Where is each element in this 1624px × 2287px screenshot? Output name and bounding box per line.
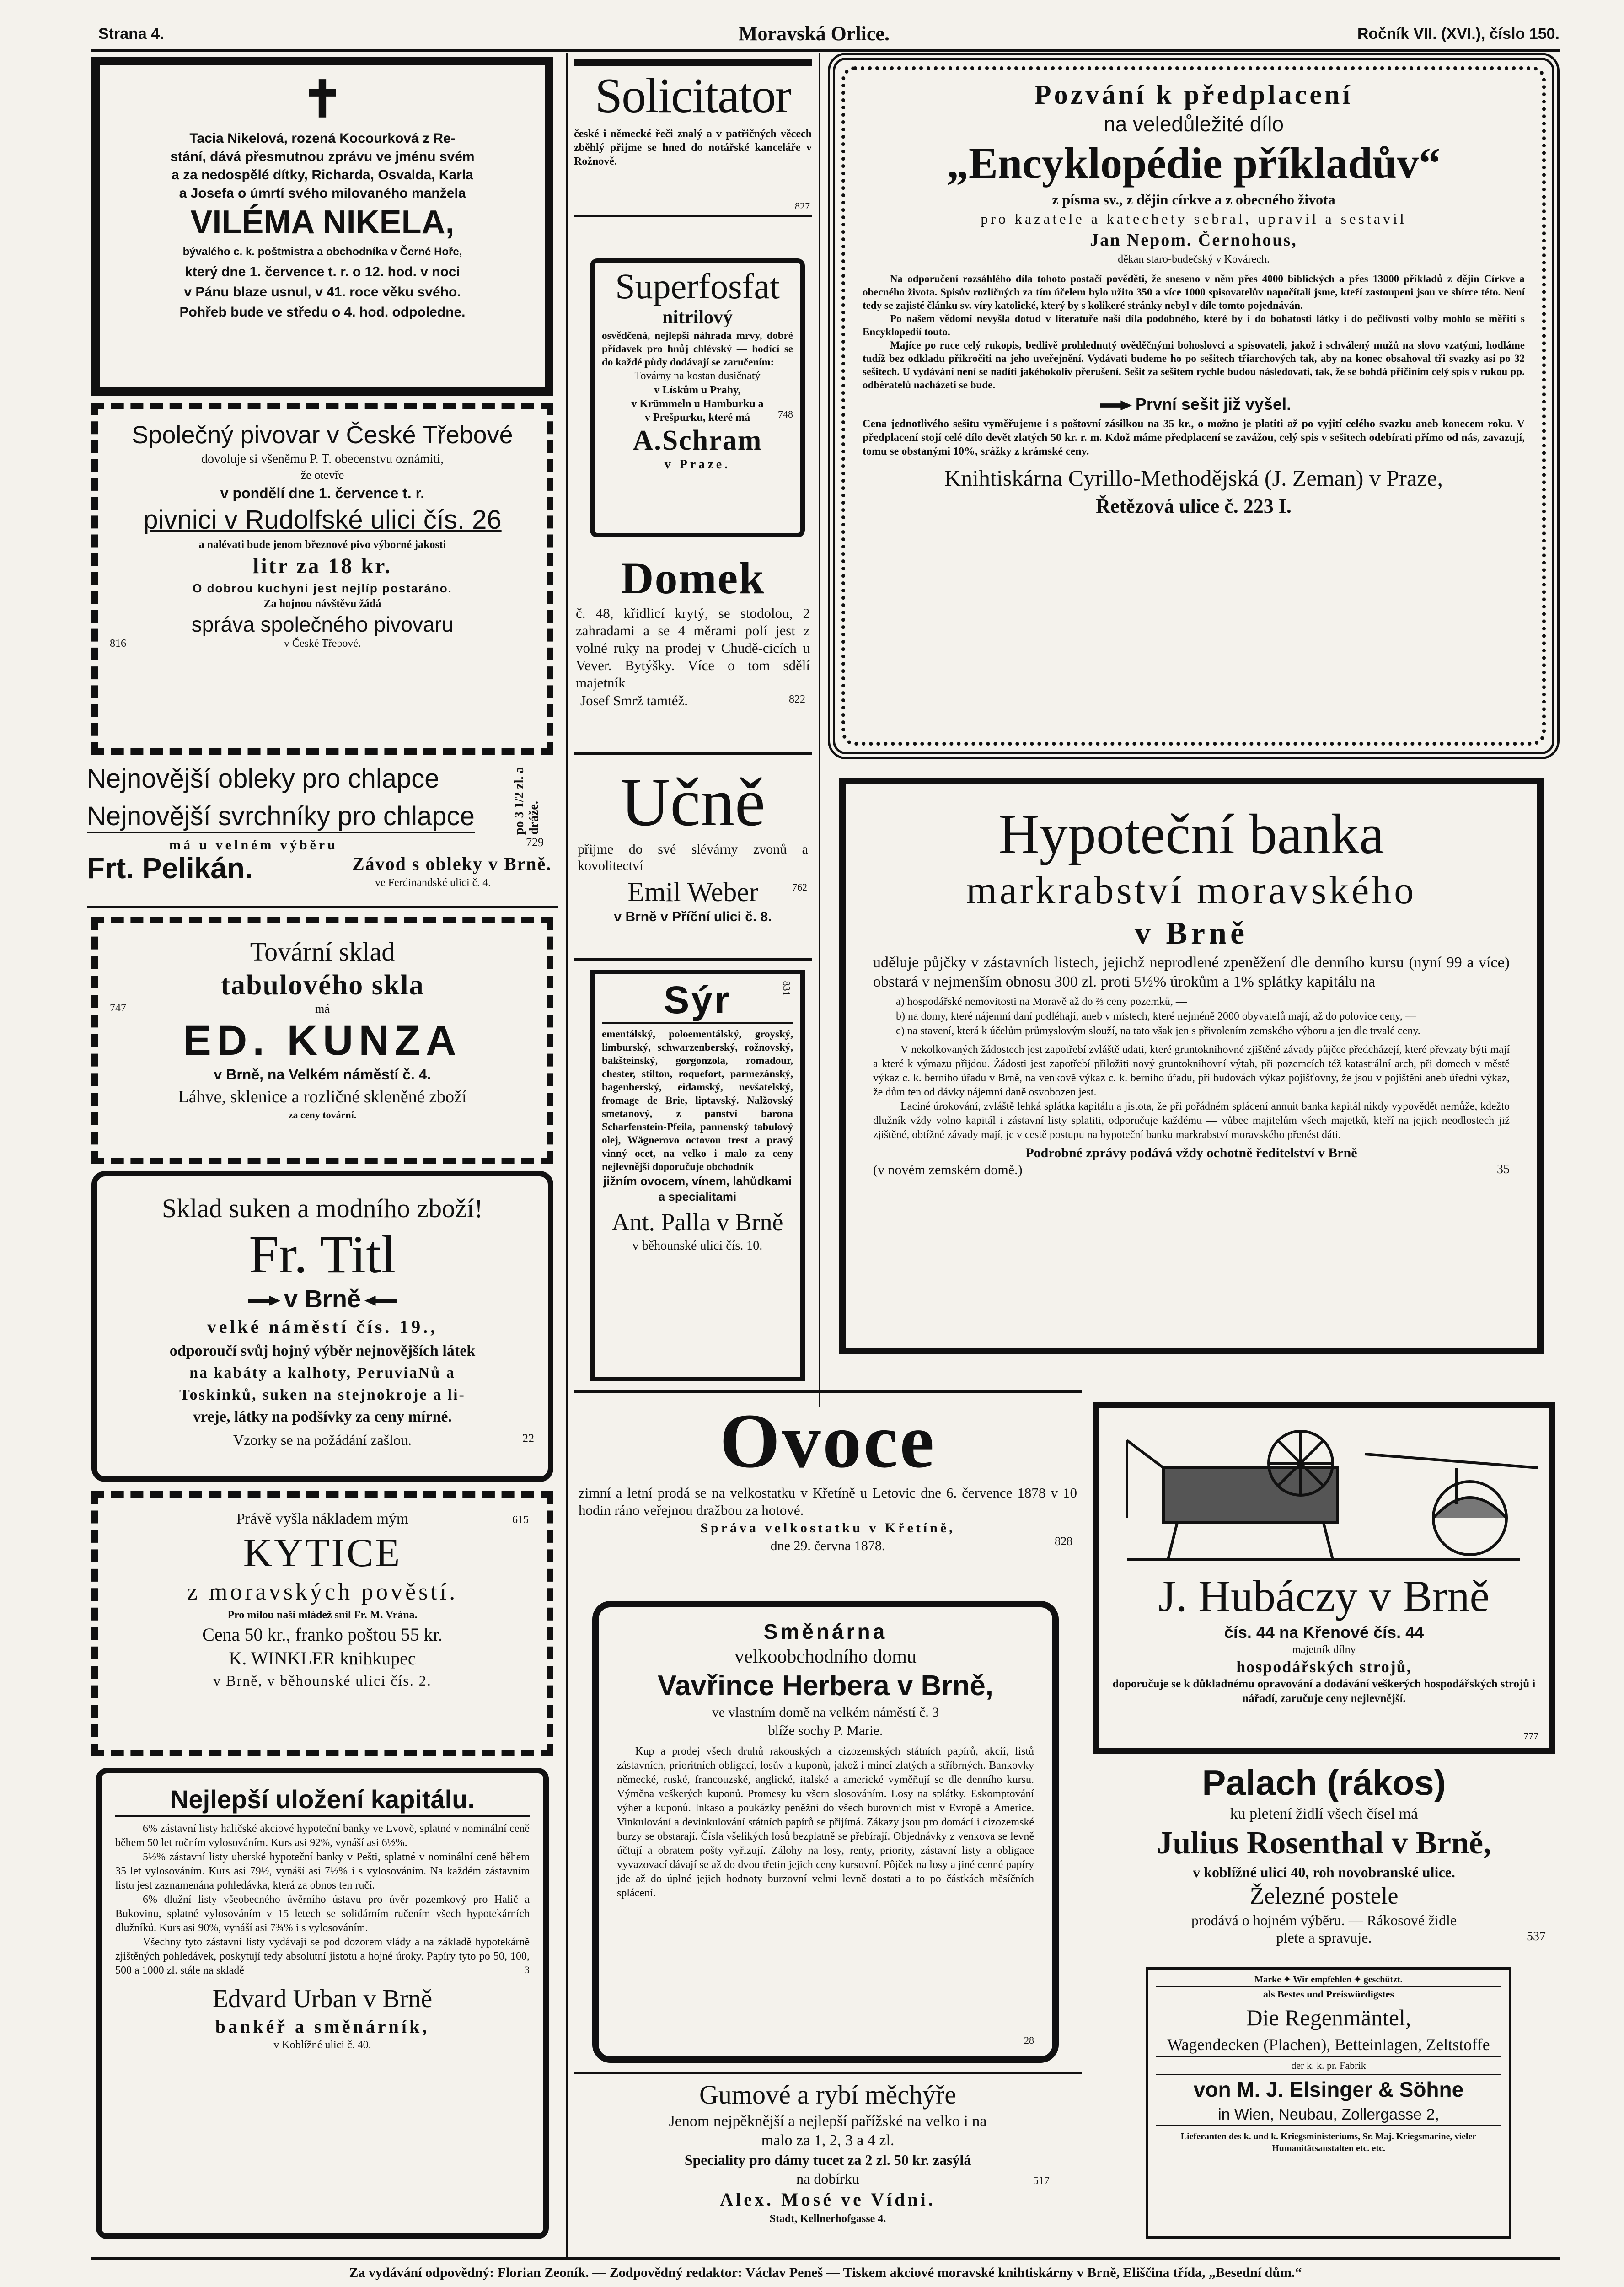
ovoce-ad <box>574 1390 1082 1592</box>
page-number: Strana 4. <box>98 25 164 43</box>
rosenthal-line: ku pletení židlí všech čísel má <box>1230 1805 1418 1822</box>
obituary-text-2 <box>113 242 531 322</box>
encyklopedie-first-text: První sešit již vyšel. <box>1135 395 1292 413</box>
farm-machine-illustration <box>1109 1413 1538 1568</box>
kytice-subtitle: z moravských pověstí. <box>187 1579 458 1605</box>
hypotecni-item: c) na stavení, která k účelům průmyslovým slouží, na tato však jen s přivolením zemského výboru a jen dle trvalé ceny. <box>896 1025 1420 1037</box>
mose-line: na dobírku <box>796 2170 859 2187</box>
ad-number: 28 <box>1024 2035 1034 2046</box>
urban-paragraph: 5½% zástavní listy uherské hypoteční banky v Pešti, splatné v nominální ceně během 35 let vylosováním. Kurs asi 79½, vynáší asi 7½% i s vylosováním. Na každém zástavním listu jest zaznamenána pohledávka, která za obnos ten ručí. <box>115 1851 530 1891</box>
mose-ad <box>574 2072 1082 2255</box>
brewery-date: v pondělí dne 1. července t. r. <box>220 485 425 501</box>
hypotecni-paragraph: Laciné úrokování, zvláště lehká splátka kapitálu a jistota, že při pořádném splácení annuit banka kapitál nikdy vypovědět nemůže, kdežto dlužník vždy volno kapitál i zástavní listy splatiti, odporučuje každému — vůbec majitelům všech majetků, kteří na jejich neodlostech již zjištěné, obtížné závady mají, je v cestě postupu na hypoteční banku markrabství moravského přenést dáti. <box>873 1101 1510 1141</box>
encyklopedie-title-1: Pozvání k předplacení <box>1034 80 1353 110</box>
obituary-line: Tacia Nikelová, rozená Kocourková z Re- <box>189 131 456 146</box>
palla-bold: jižním ovocem, vínem, lahůdkami a specialitami <box>603 1174 792 1203</box>
obituary-line: bývalého c. k. poštmistra a obchodníka v Černé Hoře, <box>182 246 462 258</box>
hypotecni-item: a) hospodářské nemovitosti na Moravě až do ⅔ ceny pozemků, — <box>896 996 1187 1008</box>
herbera-address: ve vlastním domě na velkém náměstí č. 3 <box>712 1705 939 1720</box>
rosenthal-line: prodává o hojném výběru. — Rákosové židle <box>1191 1912 1457 1928</box>
elsinger-line-1: Die Regenmäntel, <box>1246 2005 1411 2030</box>
titl-ad <box>91 1171 553 1482</box>
schram-name: A.Schram <box>632 425 762 456</box>
weber-ad <box>574 762 812 961</box>
ad-number: 762 <box>792 881 807 893</box>
kytice-title: KYTICE <box>243 1531 402 1575</box>
hypotecni-last: Podrobné zprávy podává vždy ochotně ředitelství v Brně <box>1025 1145 1357 1160</box>
kunz-ad <box>91 917 553 1164</box>
ad-number: 831 <box>781 981 793 996</box>
ad-number: 729 <box>526 836 544 849</box>
encyklopedie-author: Jan Nepom. Černohous, <box>1090 231 1297 250</box>
header-rule <box>91 49 1560 52</box>
brewery-big: pivnici v Rudolfské ulici čís. 26 <box>143 505 502 535</box>
encyklopedie-title-2: na veledůležité dílo <box>1104 112 1284 136</box>
pointing-hand-icon <box>248 1296 280 1306</box>
titl-title: Sklad suken a modního zboží! <box>161 1193 483 1223</box>
elsinger-address: in Wien, Neubau, Zollergasse 2, <box>1156 2104 1501 2126</box>
ad-number: 22 <box>522 1432 534 1445</box>
herbera-address-2: blíže sochy P. Marie. <box>768 1723 883 1738</box>
mose-title: Gumové a rybí měchýře <box>699 2080 957 2110</box>
ad-number: 827 <box>795 200 810 212</box>
obituary-line: a Josefa o úmrtí svého milovaného manžela <box>179 186 466 201</box>
obituary-line: v Pánu blaze usnul, v 41. roce věku svého. <box>184 285 461 300</box>
ornamental-border <box>841 66 1546 746</box>
encyklopedie-author-2: děkan staro-budečský v Kovárech. <box>1118 253 1270 265</box>
ad-number: 816 <box>110 638 126 650</box>
ovoce-sign: Správa velkostatku v Křetíně, <box>700 1520 955 1535</box>
kunz-line: za ceny tovární. <box>288 1109 357 1121</box>
encyklopedie-ad <box>828 53 1560 759</box>
schram-line: v Prešpurku, které má <box>644 412 750 424</box>
footer-rule <box>91 2257 1560 2260</box>
cross-icon: ✝ <box>301 72 344 128</box>
kytice-price: Cena 50 kr., franko poštou 55 kr. <box>202 1624 443 1645</box>
titl-city-text: v Brně <box>284 1285 361 1313</box>
issue-info: Ročník VII. (XVI.), číslo 150. <box>1357 25 1560 43</box>
encyklopedie-paragraph: Cena jednotlivého sešitu vyměřujeme i s poštovní zásilkou na 35 kr., o možno je platiti až po vyjití celého svazku aneb konecem roku. V předplacení stojí celé dílo devět zlatých 50 kr. r. m. Kdož máme předplacení se zavážou, celý spis v sešitech odebírati přímo od nás, zavazují, tomu se obstanými 10%, srážky z krámské ceny. <box>863 418 1525 457</box>
schram-text: osvědčená, nejlepší náhrada mrvy, dobré přídavek pro hnůj chlévský — hodící se do každé půdy dodávají se zaručením: <box>602 330 793 368</box>
elsinger-top-2: als Bestes und Preiswürdigstes <box>1156 1987 1501 2002</box>
rosenthal-title: Palach (rákos) <box>1202 1762 1446 1803</box>
herbera-title-1: Směnárna <box>763 1620 888 1643</box>
ovoce-date: dne 29. června 1878. <box>770 1538 885 1553</box>
kunz-ma: má <box>315 1002 330 1015</box>
hubaczy-line: hospodářských strojů, <box>1236 1658 1412 1676</box>
elsinger-name: von M. J. Elsinger & Söhne <box>1193 2078 1464 2101</box>
ad-number: 828 <box>1055 1535 1072 1548</box>
hubaczy-ad <box>1093 1402 1555 1754</box>
titl-text <box>111 1340 534 1428</box>
urban-name: Edvard Urban v Brně <box>212 1985 433 2013</box>
schram-subtitle: nitrilový <box>662 307 733 328</box>
titl-address: velké náměstí čís. 19., <box>207 1316 438 1337</box>
titl-line: odporoučí svůj hojný výběr nejnovějších látek <box>169 1342 476 1359</box>
imprint: Za vydávání odpovědný: Florian Zeoník. — Zodpovědný redaktor: Václav Peneš — Tiskem akciové moravské knihtiskárny v Brně, Eliščina třída, „Besední dům.“ <box>349 2265 1302 2280</box>
titl-line: na kabáty a kalhoty, PeruviaNů a <box>189 1364 456 1381</box>
pelikan-address: ve Ferdinandské ulici č. 4. <box>375 877 491 889</box>
brewery-sign: správa společného pivovaru <box>191 612 454 636</box>
kunz-title-2: tabulového skla <box>220 970 424 1001</box>
column-rule-2 <box>819 53 820 1407</box>
kunz-address: v Brně, na Velkém náměstí č. 4. <box>214 1066 431 1083</box>
urban-paragraph: 6% dlužní listy všeobecného úvěrního ústavu pro úvěr pozemkový pro Halič a Bukovinu, splatné vylosováním v 15 letech se solidárním ručením všech hypotekárních dlužníků. Kurs asi 90%, vynáší asi 7¾% i s vylosováním. <box>115 1894 530 1934</box>
titl-samples: Vzorky se na požádání zašlou. <box>233 1432 412 1448</box>
urban-address: v Koblížné ulici č. 40. <box>273 2039 371 2051</box>
solicitator-title: Solicitator <box>595 69 791 123</box>
obituary-ad <box>91 57 553 396</box>
encyklopedie-subtitle-2: pro kazatele a katechety sebral, upravil a sestavil <box>981 210 1407 227</box>
solicitator-ad <box>574 59 812 217</box>
schram-line: v Krümmeln u Hamburku a <box>631 398 764 410</box>
titl-name: Fr. Titl <box>249 1224 396 1284</box>
urban-title: Nejlepší uložení kapitálu. <box>115 1783 530 1817</box>
ad-number: 777 <box>1523 1730 1538 1742</box>
palla-name: Ant. Palla v Brně <box>611 1208 783 1236</box>
obituary-line: stání, dává přesmutnou zprávu ve jménu svém <box>170 149 475 164</box>
brewery-line: O dobrou kuchyni jest nejlíp postaráno. <box>193 581 452 595</box>
mose-line: malo za 1, 2, 3 a 4 zl. <box>761 2132 895 2149</box>
brewery-line: dovoluje si všeněmu P. T. obecenstvu oznámiti, <box>201 452 444 466</box>
brewery-ad <box>91 403 553 755</box>
kytice-address: v Brně, v běhounské ulici čís. 2. <box>213 1672 432 1689</box>
obituary-line: Pohřeb bude ve středu o 4. hod. odpoledne. <box>179 305 466 320</box>
elsinger-line-2: Wagendecken (Plachen), Betteinlagen, Zeltstoffe <box>1156 2033 1501 2057</box>
rosenthal-ad <box>1093 1761 1555 1953</box>
mose-line: Jenom nejpěknější a nejlepší pařížské na velko i na <box>669 2113 987 2130</box>
herbera-ad <box>592 1601 1059 2063</box>
urban-ad <box>96 1768 549 2239</box>
ad-number: 3 <box>525 1964 530 1976</box>
encyklopedie-title: „Encyklopédie příkladův“ <box>946 139 1441 188</box>
ad-number: 615 <box>512 1514 529 1526</box>
ad-number: 822 <box>789 693 805 705</box>
weber-name: Emil Weber <box>627 877 758 907</box>
schram-line: v Lískům u Prahy, <box>654 384 741 396</box>
brewery-sign-2: v České Třebové. <box>284 638 361 650</box>
urban-paragraph: Všechny tyto zástavní listy vydávají se pod dozorem vlády a na základě hypotekárně zjištěných pohledávek, poskytují tedy absolutní jistotu a hojné úroky. Papíry tyto po 50, 100, 500 a 1000 zl. stále na skladě <box>115 1936 530 1976</box>
hubaczy-line: majetník dílny <box>1292 1644 1356 1656</box>
brewery-price: litr za 18 kr. <box>253 554 392 578</box>
brewery-title: Společný pivovar v České Třebové <box>132 421 513 449</box>
encyklopedie-paragraph: Majíce po ruce celý rukopis, bedlivě prohlednutý ověděčnými bohoslovci a spisovateli, jakož i schválený mužů na slovo vzatými, hodláme tudíž bez odkladu přikročiti na jeho uveřejnění. Vydávati budeme ho po sešitech třiarchových tak, aby na konec obsahoval tři svazky asi po 32 sešitech. U vydávání není se nadíti jakéhokoliv přerušení. Sešit za sešitem rychle budou následovati, tak, že se bohdá přičiním celý spis v rukou pp. odběratelů nacházeti se bude. <box>863 339 1525 391</box>
domek-text: č. 48, křidlicí krytý, se stodolou, 2 zahradami a se 4 měrami polí jest z volné ruky na prodej v Chudě-cicích u Vever. Bytýšky. Více o tom sdělí majetník <box>576 605 810 691</box>
weber-title: Učně <box>620 764 766 840</box>
hubaczy-address: čís. 44 na Křenové čís. 44 <box>1224 1623 1424 1642</box>
hypotecni-title-3: v Brně <box>1134 916 1249 951</box>
titl-line: vreje, látky na podšívky za ceny mírné. <box>193 1408 452 1425</box>
encyklopedie-paragraph: Po našem vědomí nevyšla dotud v literatuře naší díla podobného, které by i do bohatosti látky i do pečlivosti volby mohlo se měřiti s Encyklopedií touto. <box>863 313 1525 338</box>
hypotecni-items <box>873 994 1510 1038</box>
pelikan-line-2: Nejnovější svrchníky pro chlapce <box>87 801 475 833</box>
pelikan-name: Frt. Pelikán. <box>87 852 253 885</box>
mose-line: Speciality pro dámy tucet za 2 zl. 50 kr. zasýlá <box>684 2152 971 2168</box>
kytice-ad <box>91 1491 553 1756</box>
solicitator-text: české i německé řeči znalý a v patřičných věcech zběhlý přijme se hned do notářské kanceláře v Rožnově. <box>574 128 812 167</box>
schram-line: Továrny na kostan dusičnatý <box>634 370 761 382</box>
pelikan-side-price: po 3 1/2 zl. a dráže. <box>512 767 541 835</box>
hypotecni-item: b) na domy, které nájemní daní podléhají, aneb v místech, které nejméně 2000 obyvatelů mají, až do polovice ceny, — <box>896 1010 1416 1022</box>
rosenthal-title-2: Železné postele <box>1249 1883 1399 1909</box>
palla-text: ementálský, poloementálský, groyský, limburský, schwarzenberský, rožnovský, bakšteinský, gorgonzola, romadour, chester, stilton, roquefort, parmezánský, bagenberský, eidamský, nevšatelský, fromage de Brie, liptavský. Nalžovský smetanový, z panství barona Scharfenstein-Pfeila, pannenský tabulový olej, Wägnerovo octovou trest a pravý vinný ocet, na velko i malo za ceny nejlevnější doporučuje obchodník <box>602 1028 793 1172</box>
kytice-author: Pro milou naši mládež snil Fr. M. Vrána. <box>227 1609 418 1621</box>
ovoce-title: Ovoce <box>719 1398 936 1484</box>
hubaczy-text: doporučuje se k důkladnému opravování a dodávání veškerých hospodářských strojů i nářadí, zaručuje ceny nejlevnější. <box>1112 1678 1536 1705</box>
schram-ad <box>590 258 805 537</box>
kunz-name: ED. KUNZA <box>183 1017 462 1064</box>
titl-city <box>111 1284 534 1314</box>
hypotecni-title-2: markrabství moravského <box>966 868 1417 912</box>
schram-title: Superfosfat <box>615 266 780 306</box>
ad-number: 748 <box>778 408 793 420</box>
ad-number: 517 <box>1033 2175 1050 2187</box>
encyklopedie-paragraph: Na odporučení rozsáhlého díla tohoto postačí pověděti, že sneseno v něm přes 4000 biblických a přes 13000 příkladů z dějin Církve a obecného života. Spisův rozličných za tím účelem bylo užito 350 a více 1000 spisovatelův napočítali jsme, kteří zastoupeni jsou ve sbírce této. Není tedy se zajisté článku sv. víry katolické, který by s kolikeré stránky nebyl v díle tomto pojednáván. <box>863 273 1525 311</box>
brewery-line: a nalévati bude jenom březnové pivo výborné jakosti <box>198 539 446 551</box>
encyklopedie-subtitle: z písma sv., z dějin církve a z obecného života <box>1052 191 1335 208</box>
domek-sign: Josef Smrž tamtéž. <box>580 693 688 709</box>
ad-number: 35 <box>1497 1162 1510 1176</box>
encyklopedie-address: Řetězová ulice č. 223 I. <box>1096 495 1292 517</box>
obituary-line: a za nedospělé dítky, Richarda, Osvalda, Karla <box>172 167 473 183</box>
elsinger-ad <box>1146 1967 1511 2239</box>
herbera-text: Kup a prodej všech druhů rakouských a cizozemských státních papírů, akcií, listů zástavních, prioritních obligací, losův a kuponů, jakož i mincí zlatých a stříbrných. Bankovky německé, ruské, francouzské, anglické, italské a americké vyměňují se dle denního kursu. Výměna veškerých kuponů. Promesy ku všem slosováním. Losy na splátky. Eskomptování výher a kuponů. Inkaso a poukázky peněžní do všech burovních míst v Evropě a Americe. Vinkulování a devinkulování státních papírů se přijímá. Zákazy jsou pro domácí i cizozemské burzy se obstarají. Čísla všelikých losů bezplatně se přebírají. Objednávky z venkova se levně účtují a obratem pošty vyřizují. Zálohy na losy, renty, priority, zástavní listy a obligace vyvazovací dávají se až do dvou třetin jejich ceny kursovní. Pôjček na losy a jiné cenné papíry jde až do úplné jejich hodnoty burzovní velmi levně dostati a to po částkách měsíčních splácení. <box>617 1745 1034 1899</box>
ovoce-text: zimní a letní prodá se na velkostatku v Křetíně u Letovic dne 6. července 1878 v 10 hodin ráno veřejnou dražbou za hotové. <box>579 1485 1077 1518</box>
weber-address: v Brně v Příční ulici č. 8. <box>614 909 772 924</box>
urban-paragraph: 6% zástavní listy haličské akciové hypoteční banky ve Lvově, splatné v nominální ceně během 50 let ročním vylosováním. Kurs asi 92%, vynáší asi 6½%. <box>115 1823 530 1849</box>
domek-title: Domek <box>621 553 765 603</box>
elsinger-line-3: der k. k. pr. Fabrik <box>1156 2057 1501 2075</box>
hypotecni-title-1: Hypoteční banka <box>998 803 1384 865</box>
ad-number: 537 <box>1527 1929 1546 1943</box>
pelikan-shop: Závod s obleky v Brně. <box>352 854 552 874</box>
obituary-name: VILÉMA NIKELA, <box>190 204 455 241</box>
encyklopedie-publisher: Knihtiskárna Cyrillo-Methodějská (J. Zeman) v Praze, <box>944 465 1443 491</box>
obituary-line: který dne 1. července t. r. o 12. hod. v noci <box>185 264 460 279</box>
kytice-line: Právě vyšla nákladem mým <box>236 1510 409 1527</box>
rosenthal-address: v koblížné ulici 40, roh novobranské ulice. <box>1193 1864 1455 1880</box>
pelikan-line-1: Nejnovější obleky pro chlapce <box>87 764 439 794</box>
obituary-text <box>113 129 531 203</box>
palla-ad <box>590 970 805 1381</box>
brewery-line: že otevře <box>300 468 344 482</box>
pointing-hand-icon <box>364 1296 397 1306</box>
urban-job: bankéř a směnárník, <box>215 2016 430 2037</box>
elsinger-top: Marke ✦ Wir empfehlen ✦ geschützt. <box>1156 1973 1501 1987</box>
paper-title: Moravská Orlice. <box>739 22 890 45</box>
hypotecni-paragraphs <box>873 1043 1510 1142</box>
palla-address: v běhounské ulici čís. 10. <box>632 1239 763 1253</box>
mose-name: Alex. Mosé ve Vídni. <box>720 2189 936 2210</box>
hypotecni-last-2: (v novém zemském domě.) <box>873 1162 1023 1177</box>
hypotecni-paragraph: V nekolkovaných žádostech jest zapotřebí zvláště udati, které gruntoknihovné zjištěné závady půjčce předcházejí, které převzaty býti mají a které k výmazu přijdou. Žádosti jest zapotřebí přiložiti nový gruntoknihovní výtah, při pozemcích též katastrální arch, při domech v městě výkaz c. k. berního úřadu v Brně, na venkově výkaz c. k. berního úřadu, při budovách výkaz pojišťovny, že jsou v pojištění aneb úřední výkaz, že dům ten od dávky nájemní daně osvobozen jest. <box>873 1044 1510 1098</box>
brewery-line: Za hojnou návštěvu žádá <box>263 598 381 610</box>
mose-address: Stadt, Kellnerhofgasse 4. <box>769 2213 886 2225</box>
kunz-title-1: Tovární sklad <box>250 937 395 966</box>
pelikan-ad <box>87 762 558 908</box>
urban-text <box>115 1822 530 1978</box>
pelikan-line-3: má u velném výběru <box>169 837 338 853</box>
herbera-name: Vavřince Herbera v Brně, <box>657 1670 994 1702</box>
titl-line: Toskinků, suken na stejnokroje a li- <box>179 1386 466 1403</box>
schram-city: v Praze. <box>664 457 731 472</box>
hypotecni-ad <box>839 778 1544 1354</box>
rosenthal-name: Julius Rosenthal v Brně, <box>1157 1825 1491 1861</box>
hubaczy-name: J. Hubáczy v Brně <box>1158 1572 1490 1621</box>
elsinger-bottom: Lieferanten des k. und k. Kriegsministeriums, Sr. Maj. Kriegsmarine, vieler Humanitätsanstalten etc. etc. <box>1180 2131 1477 2153</box>
herbera-title-2: velkoobchodního domu <box>734 1646 917 1667</box>
kytice-publisher: K. WINKLER knihkupec <box>229 1648 416 1669</box>
palla-title: Sýr <box>602 978 793 1024</box>
ad-number: 747 <box>110 1002 126 1014</box>
rosenthal-line: plete a spravuje. <box>1276 1929 1372 1946</box>
hypotecni-text: uděluje půjčky v zástavních listech, jejichž neprodlené zpeněžení dle denního kursu (nyní 99 a více) obstará v nejmenším obnosu 300 zl. proti 5½% úrokům a 1% splátky kapitálu na <box>873 954 1510 990</box>
kunz-line: Láhve, sklenice a rozličné skleněné zboží <box>178 1087 467 1106</box>
domek-ad <box>574 549 812 755</box>
column-rule-1 <box>566 53 568 2257</box>
weber-text: přijme do své slévárny zvonů a kovolitectví <box>578 842 808 873</box>
